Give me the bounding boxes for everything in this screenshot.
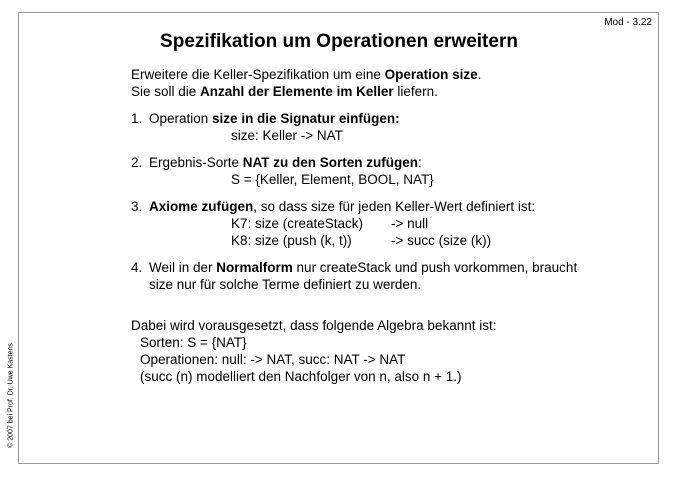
item-bold: Axiome zufügen xyxy=(149,199,254,214)
copyright-notice: © 2007 bei Prof. Dr. Uwe Kastens xyxy=(7,343,15,448)
intro-text: . xyxy=(477,67,482,82)
item-text: : xyxy=(418,155,422,170)
item-text: nur createStack und push vorkommen, braucht xyxy=(292,260,578,275)
intro-text: liefern. xyxy=(393,84,438,99)
item-number: 1. xyxy=(131,111,143,126)
intro-bold: Operation size xyxy=(384,67,478,82)
item-number: 2. xyxy=(131,155,143,170)
list-item-4 xyxy=(131,259,651,276)
intro-line-2 xyxy=(131,83,651,100)
item-text: , so dass size für jeden Keller-Wert definiert ist: xyxy=(253,199,536,214)
outro-sorts: Sorten: S = {NAT} xyxy=(140,335,247,350)
list-item-1 xyxy=(131,110,651,127)
outro-line-1: Dabei wird vorausgesetzt, dass folgende Algebra bekannt ist: xyxy=(131,318,497,333)
outro-operations: Operationen: null: -> NAT, succ: NAT -> NAT xyxy=(140,352,406,367)
intro-bold: Anzahl der Elemente im Keller xyxy=(200,84,394,99)
list-item-2 xyxy=(131,154,651,171)
item-number: 4. xyxy=(131,260,143,275)
item-text: Operation xyxy=(149,111,213,126)
axiom-k8 xyxy=(131,232,651,249)
item-bold: NAT zu den Sorten zufügen xyxy=(242,155,419,170)
slide-number: Mod - 3.22 xyxy=(604,17,652,28)
sorts-line: S = {Keller, Element, BOOL, NAT} xyxy=(231,172,434,187)
list-item-3 xyxy=(131,198,651,215)
axiom-k7 xyxy=(131,215,651,232)
axiom-lhs: K7: size (createStack) xyxy=(231,216,364,231)
intro-text: Erweitere die Keller-Spezifikation um eine xyxy=(131,67,385,82)
item-text: Weil in der xyxy=(149,260,217,275)
slide-title: Spezifikation um Operationen erweitern xyxy=(160,31,518,52)
axiom-rhs: -> null xyxy=(391,216,429,231)
item-bold: size in die Signatur einfügen: xyxy=(212,111,400,126)
intro-line-1 xyxy=(131,66,651,83)
item-bold: Normalform xyxy=(216,260,293,275)
item-text: Ergebnis-Sorte xyxy=(149,155,243,170)
item-number: 3. xyxy=(131,199,143,214)
intro-text: Sie soll die xyxy=(131,84,201,99)
axiom-lhs: K8: size (push (k, t)) xyxy=(231,233,352,248)
signature-line: size: Keller -> NAT xyxy=(231,128,343,143)
slide-content xyxy=(131,66,651,385)
list-item-4-cont: size nur für solche Terme definiert zu werden. xyxy=(149,277,422,292)
axiom-rhs: -> succ (size (k)) xyxy=(391,233,492,248)
outro-note: (succ (n) modelliert den Nachfolger von n, also n + 1.) xyxy=(140,369,462,384)
